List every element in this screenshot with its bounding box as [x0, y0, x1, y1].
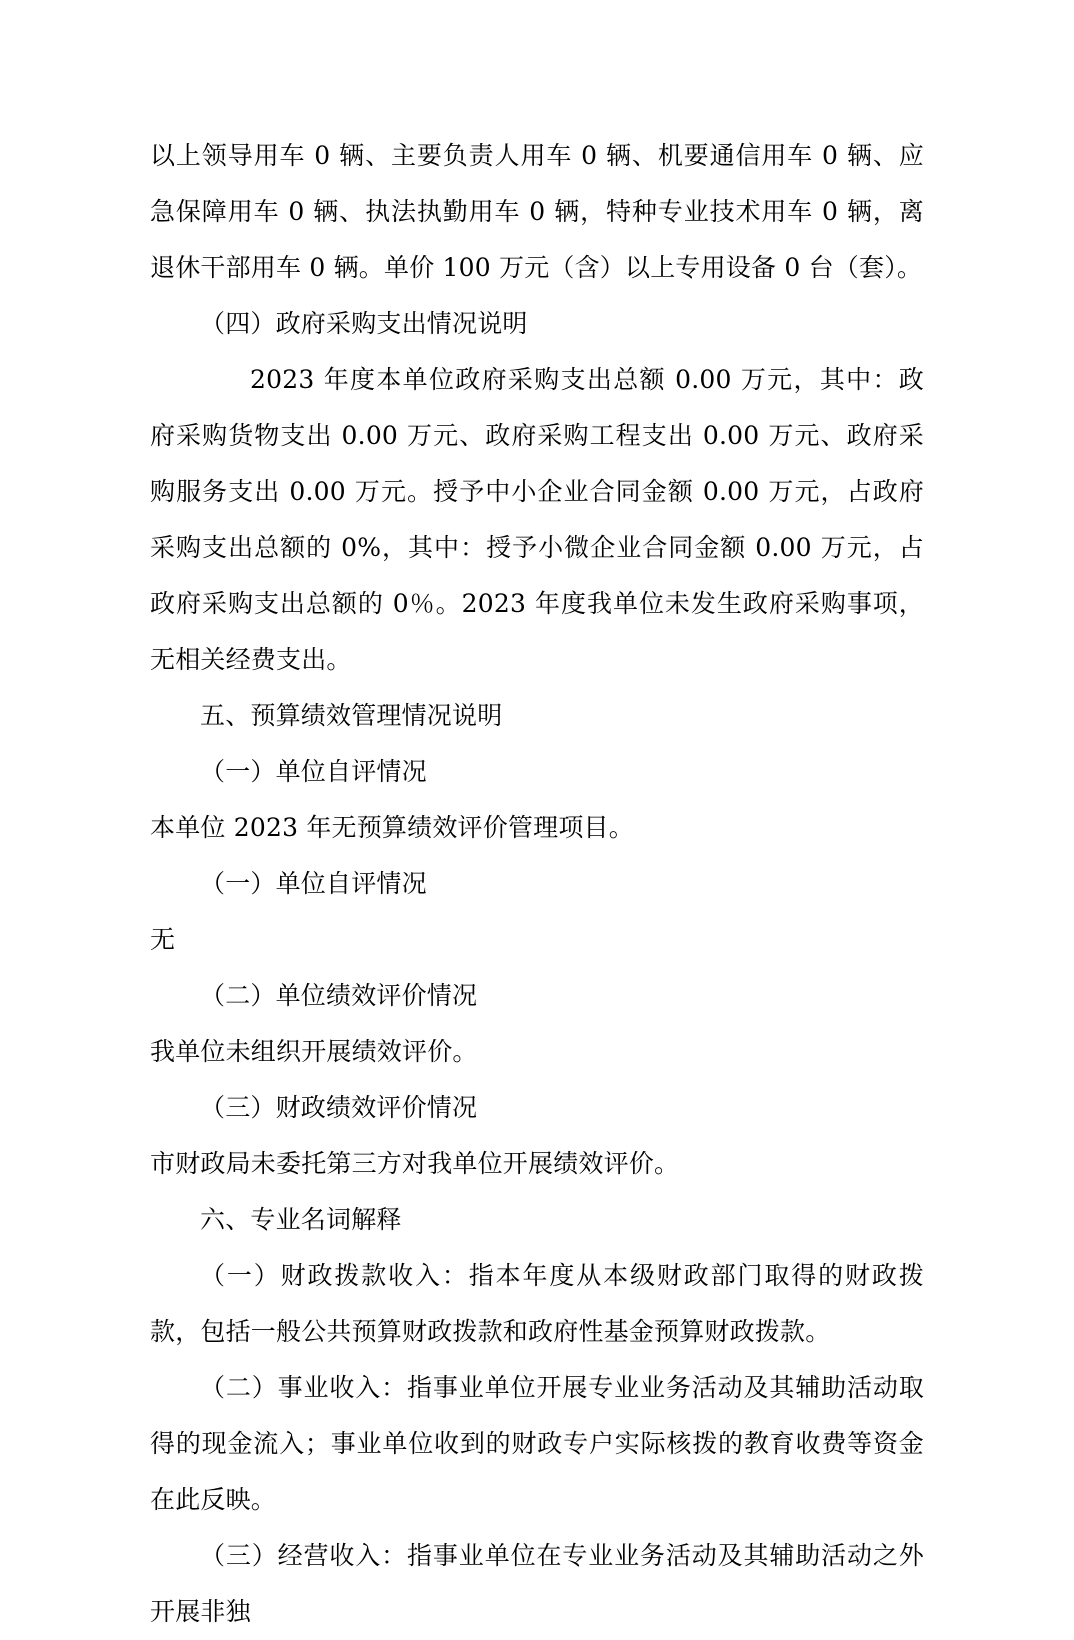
heading-fiscal-performance-evaluation: （三）财政绩效评价情况 — [200, 1093, 478, 1122]
paragraph-none: 无 — [150, 925, 176, 954]
paragraph-procurement-detail: 2023 年度本单位政府采购支出总额 0.00 万元，其中：政府采购货物支出 0.00 万元、政府采购工程支出 0.00 万元、政府采购服务支出 0.00 万元。授予中小企业合同金额 0.00 万元，占政府采购支出总额的 0%，其中：授予小微企业合同金额 0.00 万元，占政府采购支出总额的 0％。2023 年度我单位未发生政府采购事项，无相关经费支出。 — [150, 365, 924, 674]
heading-section-six: 六、专业名词解释 — [200, 1205, 402, 1234]
heading-section-five: 五、预算绩效管理情况说明 — [200, 701, 503, 730]
document-body — [150, 128, 924, 1640]
paragraph-term-operating-income: （三）经营收入：指事业单位在专业业务活动及其辅助活动之外开展非独 — [150, 1541, 924, 1626]
paragraph-term-business-income: （二）事业收入：指事业单位开展专业业务活动及其辅助活动取得的现金流入；事业单位收到的财政专户实际核拨的教育收费等资金在此反映。 — [150, 1373, 924, 1514]
paragraph-fiscal-performance-evaluation: 市财政局未委托第三方对我单位开展绩效评价。 — [150, 1149, 680, 1178]
heading-self-evaluation-first: （一）单位自评情况 — [200, 757, 427, 786]
paragraph-unit-performance-evaluation: 我单位未组织开展绩效评价。 — [150, 1037, 478, 1066]
heading-unit-performance-evaluation: （二）单位绩效评价情况 — [200, 981, 478, 1010]
paragraph-vehicles: 以上领导用车 0 辆、主要负责人用车 0 辆、机要通信用车 0 辆、应急保障用车 0 辆、执法执勤用车 0 辆，特种专业技术用车 0 辆，离退休干部用车 0 辆。单价 100 万元（含）以上专用设备 0 台（套）。 — [150, 141, 924, 282]
heading-procurement-expenditure: （四）政府采购支出情况说明 — [200, 309, 528, 338]
paragraph-self-evaluation-first: 本单位 2023 年无预算绩效评价管理项目。 — [150, 813, 634, 842]
paragraph-term-fiscal-appropriation-income: （一）财政拨款收入：指本年度从本级财政部门取得的财政拨款，包括一般公共预算财政拨款和政府性基金预算财政拨款。 — [150, 1261, 924, 1346]
heading-self-evaluation-second: （一）单位自评情况 — [200, 869, 427, 898]
